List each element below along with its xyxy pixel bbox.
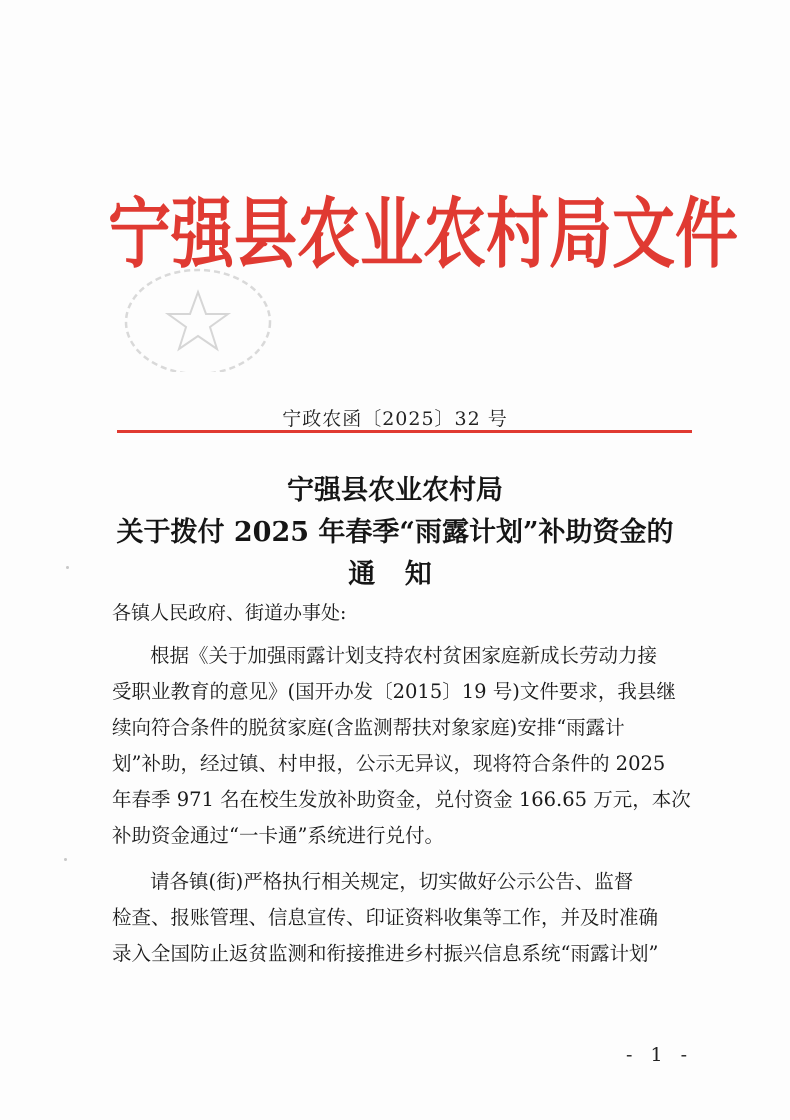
paragraph-2-line: 请各镇(街)严格执行相关规定，切实做好公示公告、监督 [150,870,634,893]
paragraph-1-line: 年春季 971 名在校生发放补助资金，兑付资金 166.65 万元，本次 [112,788,691,811]
paragraph-1-line: 受职业教育的意见》(国开办发〔2015〕19 号)文件要求，我县继 [112,680,676,703]
scan-speck [64,858,67,861]
title-line-2: 关于拨付 2025 年春季“雨露计划”补助资金的 [116,517,674,548]
paragraph-1-line: 划”补助，经过镇、村申报，公示无异议，现将符合条件的 2025 [112,752,666,775]
red-divider-line [117,430,692,433]
document-masthead: 宁强县农业农村局文件 [108,189,738,279]
title-line-3: 通 知 [348,559,442,590]
title-line-1: 宁强县农业农村局 [287,475,503,506]
paragraph-1-line: 续向符合条件的脱贫家庭(含监测帮扶对象家庭)安排“雨露计 [112,716,625,739]
paragraph-1-line: 根据《关于加强雨露计划支持农村贫困家庭新成长劳动力接 [150,644,658,667]
paragraph-2-line: 录入全国防止返贫监测和衔接推进乡村振兴信息系统“雨露计划” [112,942,659,965]
salutation: 各镇人民政府、街道办事处: [112,602,347,624]
document-number: 宁政农函〔2025〕32 号 [282,408,508,430]
scan-speck [66,566,69,569]
paragraph-1-line: 补助资金通过“一卡通”系统进行兑付。 [112,824,444,847]
page-number: - 1 - [626,1044,694,1066]
paragraph-2-line: 检查、报账管理、信息宣传、印证资料收集等工作，并及时准确 [112,906,659,929]
document-body [112,638,702,972]
document-title [0,470,790,596]
